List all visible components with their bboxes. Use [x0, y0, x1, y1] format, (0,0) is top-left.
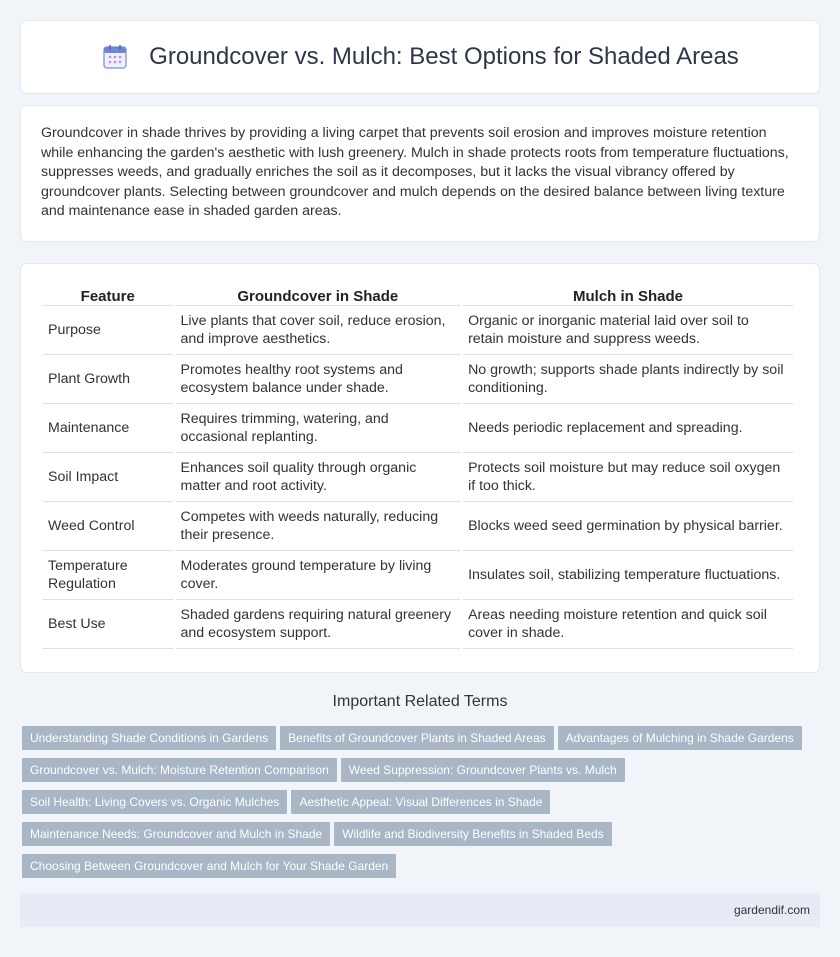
table-header-row [43, 284, 793, 306]
related-terms-heading: Important Related Terms [332, 693, 508, 710]
comparison-table-card [20, 263, 820, 673]
mulch-cell: Areas needing moisture retention and quick soil cover in shade. [463, 600, 793, 649]
page-title: Groundcover vs. Mulch: Best Options for Shaded Areas [149, 43, 739, 70]
feature-cell: Best Use [43, 600, 173, 649]
footer-site-link[interactable]: gardendif.com [733, 903, 810, 917]
related-term-tag[interactable]: Weed Suppression: Groundcover Plants vs. Mulch [341, 758, 625, 782]
feature-cell: Purpose [43, 306, 173, 355]
column-header-mulch: Mulch in Shade [463, 284, 793, 306]
related-term-tag[interactable]: Groundcover vs. Mulch: Moisture Retention Comparison [22, 758, 337, 782]
comparison-table [40, 284, 796, 649]
table-row [43, 306, 793, 355]
groundcover-cell: Moderates ground temperature by living cover. [176, 551, 461, 600]
table-row [43, 355, 793, 404]
feature-cell: Maintenance [43, 404, 173, 453]
mulch-cell: Blocks weed seed germination by physical barrier. [463, 502, 793, 551]
groundcover-cell: Competes with weeds naturally, reducing their presence. [176, 502, 461, 551]
mulch-cell: Needs periodic replacement and spreading. [463, 404, 793, 453]
table-row [43, 600, 793, 649]
groundcover-cell: Live plants that cover soil, reduce erosion, and improve aesthetics. [176, 306, 461, 355]
related-term-tag[interactable]: Understanding Shade Conditions in Gardens [22, 726, 276, 750]
groundcover-cell: Requires trimming, watering, and occasional replanting. [176, 404, 461, 453]
groundcover-cell: Enhances soil quality through organic matter and root activity. [176, 453, 461, 502]
table-row [43, 502, 793, 551]
related-term-tag[interactable]: Maintenance Needs: Groundcover and Mulch in Shade [22, 822, 330, 846]
mulch-cell: Insulates soil, stabilizing temperature fluctuations. [463, 551, 793, 600]
related-term-tag[interactable]: Wildlife and Biodiversity Benefits in Shaded Beds [334, 822, 611, 846]
mulch-cell: No growth; supports shade plants indirectly by soil conditioning. [463, 355, 793, 404]
footer [20, 893, 820, 927]
related-term-tag[interactable]: Soil Health: Living Covers vs. Organic Mulches [22, 790, 287, 814]
related-term-tag[interactable]: Advantages of Mulching in Shade Gardens [558, 726, 802, 750]
related-term-tag[interactable]: Aesthetic Appeal: Visual Differences in Shade [291, 790, 550, 814]
table-row [43, 453, 793, 502]
header-card [20, 20, 820, 94]
related-term-tag[interactable]: Benefits of Groundcover Plants in Shaded Areas [280, 726, 554, 750]
mulch-cell: Organic or inorganic material laid over soil to retain moisture and suppress weeds. [463, 306, 793, 355]
column-header-groundcover: Groundcover in Shade [176, 284, 461, 306]
table-row [43, 551, 793, 600]
intro-card [20, 105, 820, 242]
related-term-tag[interactable]: Choosing Between Groundcover and Mulch for Your Shade Garden [22, 854, 396, 878]
feature-cell: Soil Impact [43, 453, 173, 502]
mulch-cell: Protects soil moisture but may reduce soil oxygen if too thick. [463, 453, 793, 502]
column-header-feature: Feature [43, 284, 173, 306]
groundcover-cell: Promotes healthy root systems and ecosystem balance under shade. [176, 355, 461, 404]
related-terms-list [22, 726, 822, 886]
calendar-icon [101, 43, 129, 71]
feature-cell: Temperature Regulation [43, 551, 173, 600]
table-row [43, 404, 793, 453]
feature-cell: Weed Control [43, 502, 173, 551]
groundcover-cell: Shaded gardens requiring natural greenery and ecosystem support. [176, 600, 461, 649]
intro-paragraph: Groundcover in shade thrives by providing a living carpet that prevents soil erosion and improves moisture retention while enhancing the garden's aesthetic with lush greenery. Mulch in shade protects roots from temperature fluctuations, suppresses weeds, and gradually enriches the soil as it decomposes, but it lacks the visual vibrancy offered by groundcover plants. Selecting between groundcover and mulch depends on the desired balance between living texture and maintenance ease in shaded garden areas. [41, 125, 789, 219]
feature-cell: Plant Growth [43, 355, 173, 404]
